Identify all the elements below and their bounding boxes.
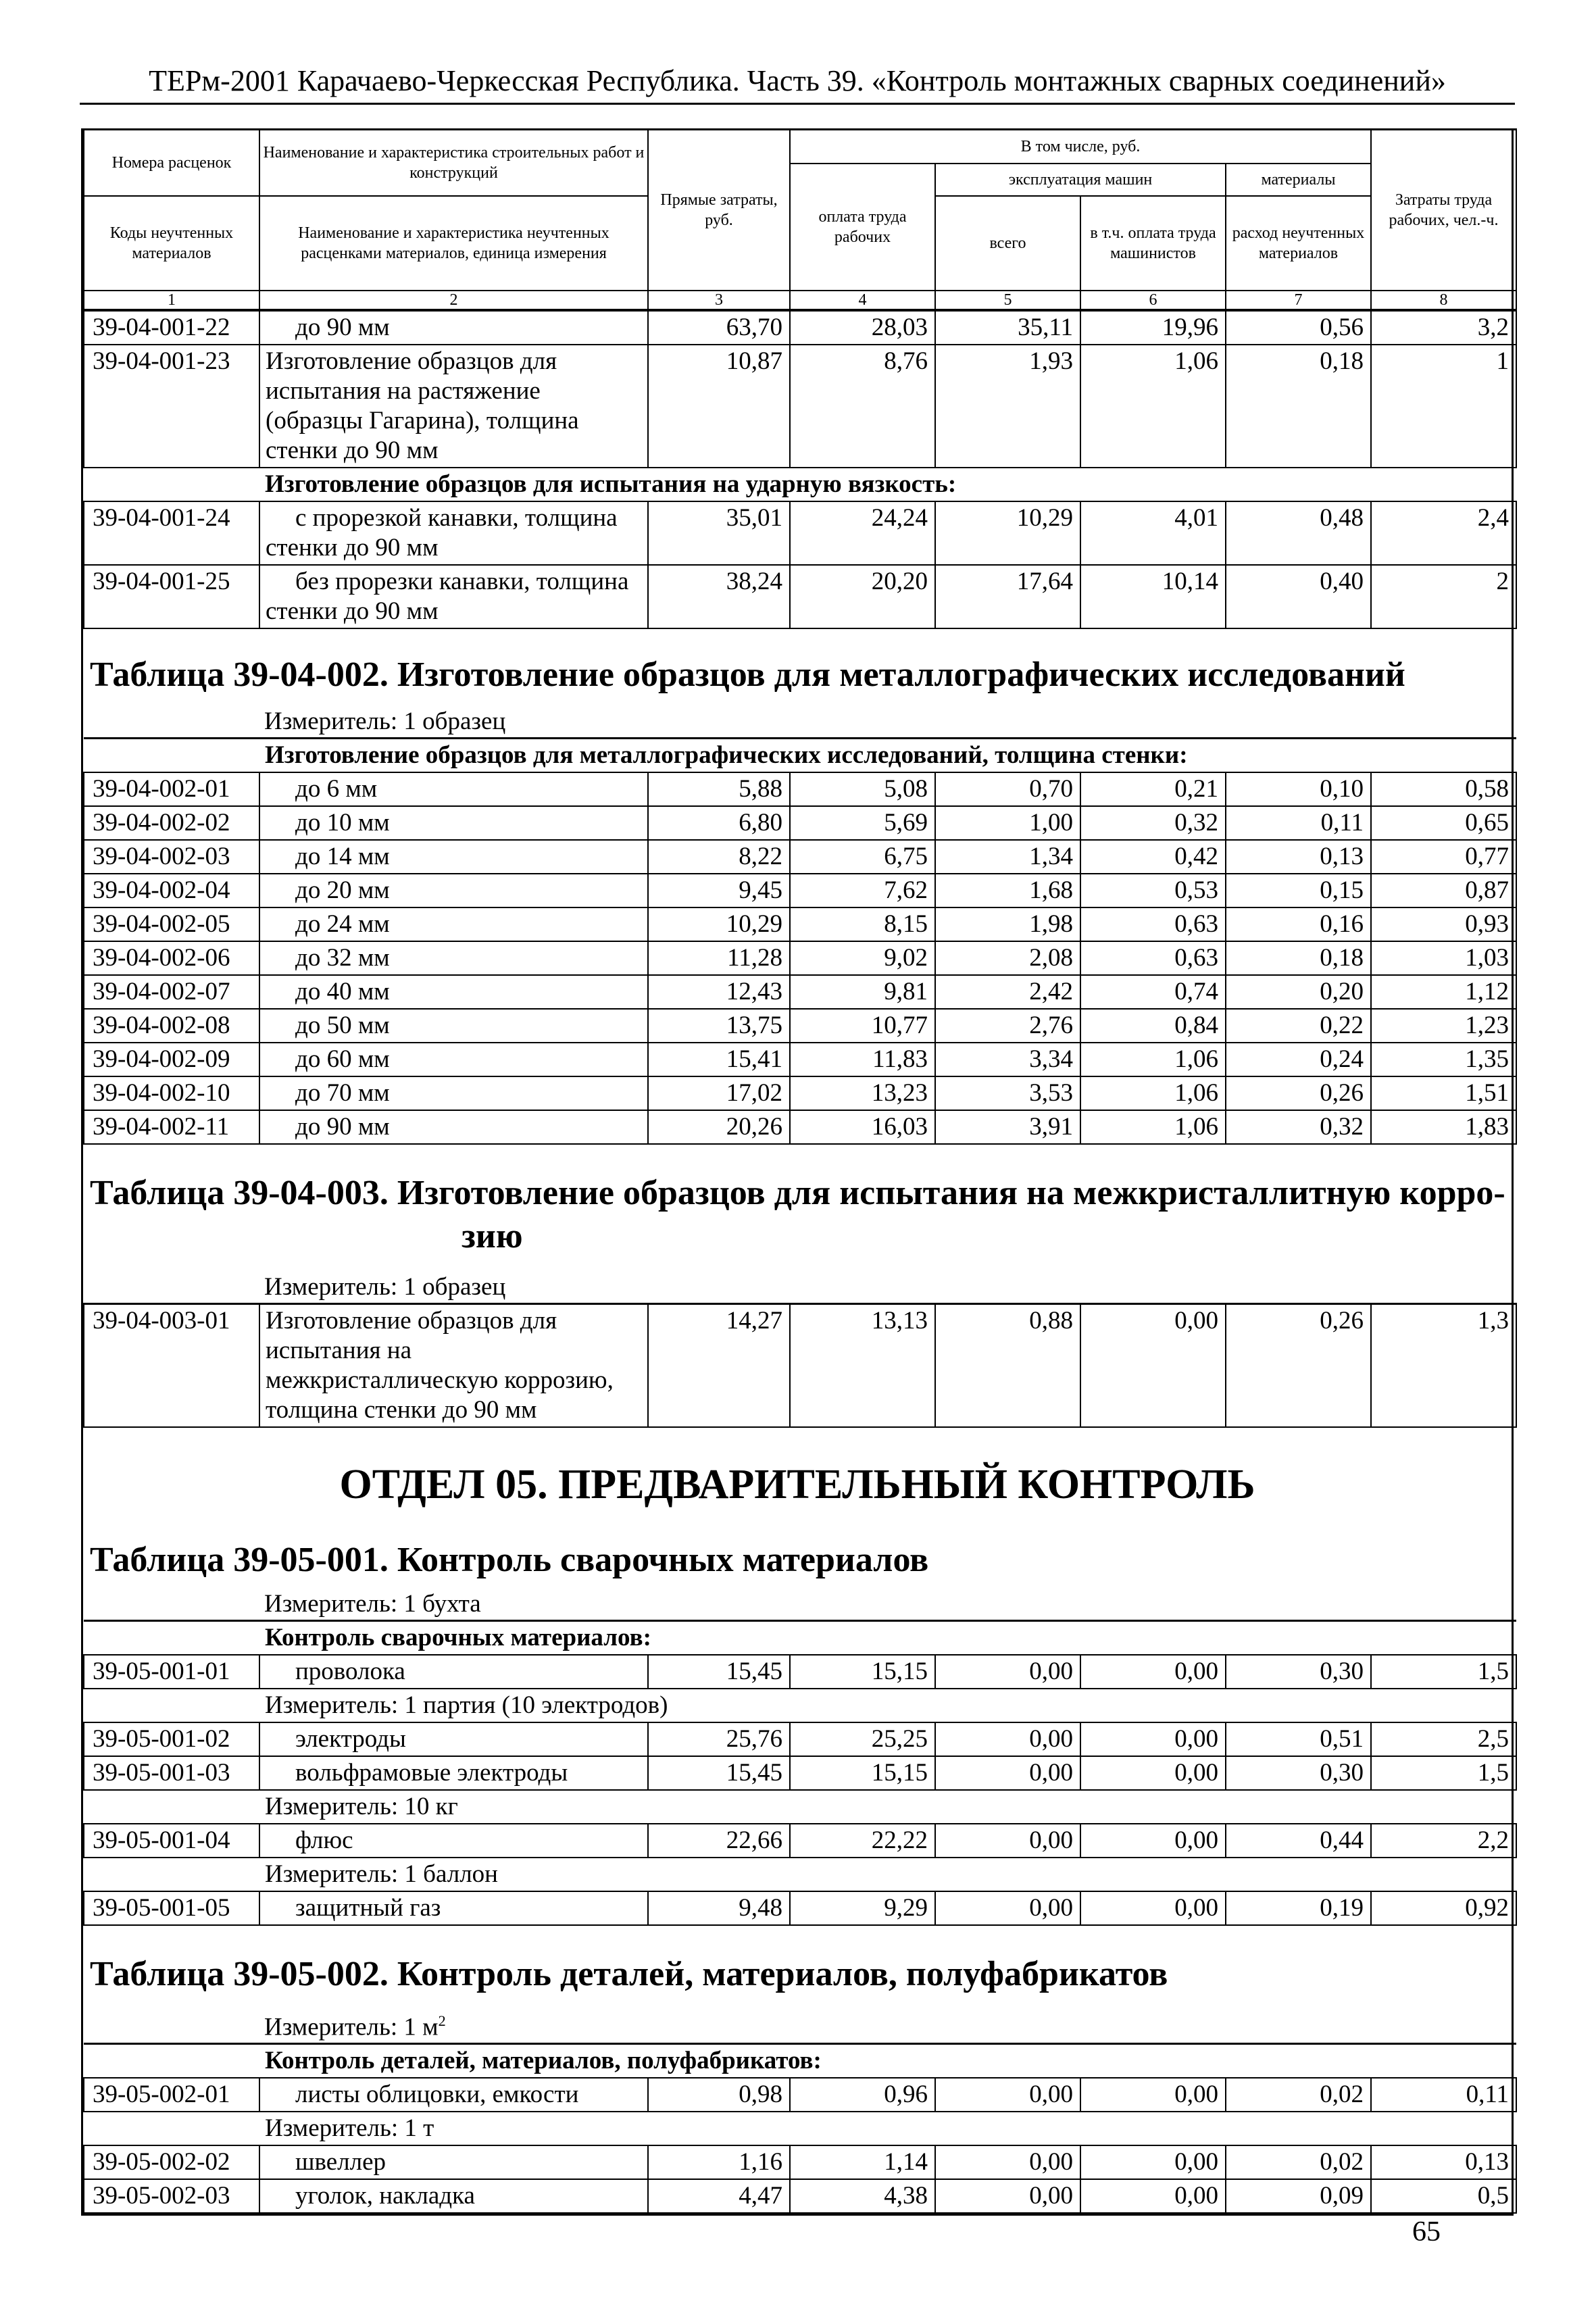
rate-name: [259, 565, 648, 628]
rate-name-text: без прорезки канавки, толщина стенки до 90 мм: [266, 567, 629, 625]
rate-name: уголок, накладка: [259, 2179, 648, 2213]
rate-code: 39-04-002-03: [84, 840, 259, 874]
materials: 0,13: [1226, 840, 1371, 874]
rate-code: 39-04-003-01: [84, 1303, 259, 1427]
rate-code: 39-05-002-02: [84, 2145, 259, 2179]
machines-total: 0,00: [935, 2145, 1080, 2179]
table-row: [84, 1009, 1516, 1043]
machines-total: 1,98: [935, 907, 1080, 941]
machinist-wages: 1,06: [1080, 1110, 1226, 1144]
rate-name: до 24 мм: [259, 907, 648, 941]
column-number: 5: [935, 291, 1080, 309]
rate-name: проволока: [259, 1655, 648, 1689]
worker-wages: 6,75: [790, 840, 935, 874]
header-material-consumption: расход неучтенных материалов: [1226, 196, 1371, 291]
measure-unit: Измеритель: 1 баллон: [259, 1858, 1516, 1891]
rate-code: 39-04-002-10: [84, 1076, 259, 1110]
worker-wages: 25,25: [790, 1722, 935, 1756]
machines-total: 1,00: [935, 806, 1080, 840]
table-row: [84, 840, 1516, 874]
rate-name: до 10 мм: [259, 806, 648, 840]
machinist-wages: 4,01: [1080, 501, 1226, 565]
materials: 0,48: [1226, 501, 1371, 565]
table-row: [84, 2179, 1516, 2213]
table-row: [84, 874, 1516, 907]
worker-wages: 11,83: [790, 1043, 935, 1076]
measure-text: Измеритель: 1 образец: [264, 707, 506, 735]
rate-code: 39-04-001-22: [84, 311, 259, 345]
materials: 0,15: [1226, 874, 1371, 907]
machines-total: 3,53: [935, 1076, 1080, 1110]
worker-wages: 0,96: [790, 2078, 935, 2112]
worker-wages: 16,03: [790, 1110, 935, 1144]
header-rate-numbers: Номера расценок: [84, 130, 259, 196]
table-row: [84, 2145, 1516, 2179]
machines-total: 1,93: [935, 345, 1080, 468]
materials: 0,40: [1226, 565, 1371, 628]
machines-total: 0,00: [935, 2078, 1080, 2112]
labor-hours: 0,58: [1371, 772, 1516, 806]
rate-code: 39-04-002-02: [84, 806, 259, 840]
materials: 0,19: [1226, 1891, 1371, 1925]
materials: 0,16: [1226, 907, 1371, 941]
direct-costs: 10,87: [648, 345, 790, 468]
rate-name: до 40 мм: [259, 975, 648, 1009]
measure-superscript: 2: [438, 2012, 446, 2029]
worker-wages: 9,02: [790, 941, 935, 975]
rate-code: 39-05-001-03: [84, 1756, 259, 1790]
subheading-row: [84, 738, 1516, 772]
labor-hours: 1,35: [1371, 1043, 1516, 1076]
machines-total: 0,88: [935, 1303, 1080, 1427]
machinist-wages: 0,84: [1080, 1009, 1226, 1043]
machines-total: 17,64: [935, 565, 1080, 628]
rate-code: 39-04-001-23: [84, 345, 259, 468]
table-39-04-001-continuation: [83, 310, 1517, 629]
rate-code: 39-05-002-01: [84, 2078, 259, 2112]
machinist-wages: 1,06: [1080, 1076, 1226, 1110]
worker-wages: 4,38: [790, 2179, 935, 2213]
worker-wages: 22,22: [790, 1824, 935, 1858]
worker-wages: 13,23: [790, 1076, 935, 1110]
table-row: [84, 1891, 1516, 1925]
measure-unit: [83, 2006, 1512, 2043]
labor-hours: 1,23: [1371, 1009, 1516, 1043]
rate-name: швеллер: [259, 2145, 648, 2179]
machinist-wages: 0,00: [1080, 2078, 1226, 2112]
table-row: [84, 311, 1516, 345]
materials: 0,32: [1226, 1110, 1371, 1144]
direct-costs: 6,80: [648, 806, 790, 840]
machines-total: 0,00: [935, 1722, 1080, 1756]
machines-total: 35,11: [935, 311, 1080, 345]
rate-code: 39-04-002-07: [84, 975, 259, 1009]
worker-wages: 10,77: [790, 1009, 935, 1043]
machines-total: 3,34: [935, 1043, 1080, 1076]
machinist-wages: 0,00: [1080, 1655, 1226, 1689]
labor-hours: 1,83: [1371, 1110, 1516, 1144]
rate-name: флюс: [259, 1824, 648, 1858]
table-39-04-003: [83, 1303, 1517, 1428]
materials: 0,18: [1226, 345, 1371, 468]
table-row: [84, 1756, 1516, 1790]
table-title-39-04-003-continuation: зию: [462, 1216, 523, 1255]
column-number: 1: [84, 291, 259, 309]
table-row: [84, 501, 1516, 565]
machines-total: 0,70: [935, 772, 1080, 806]
direct-costs: 13,75: [648, 1009, 790, 1043]
table-row: [84, 1722, 1516, 1756]
direct-costs: 15,45: [648, 1655, 790, 1689]
measure-unit: [83, 706, 1512, 737]
worker-wages: 9,81: [790, 975, 935, 1009]
labor-hours: 2: [1371, 565, 1516, 628]
header-machines-total: всего: [935, 196, 1080, 291]
machines-total: 1,34: [935, 840, 1080, 874]
table-row: [84, 1043, 1516, 1076]
labor-hours: 1,12: [1371, 975, 1516, 1009]
rate-name: [259, 501, 648, 565]
direct-costs: 25,76: [648, 1722, 790, 1756]
labor-hours: 1,51: [1371, 1076, 1516, 1110]
materials: 0,26: [1226, 1076, 1371, 1110]
direct-costs: 15,45: [648, 1756, 790, 1790]
machinist-wages: 0,00: [1080, 2145, 1226, 2179]
machinist-wages: 0,00: [1080, 1722, 1226, 1756]
section-title: ОТДЕЛ 05. ПРЕДВАРИТЕЛЬНЫЙ КОНТРОЛЬ: [339, 1461, 1255, 1508]
rate-code: 39-04-002-08: [84, 1009, 259, 1043]
materials: 0,24: [1226, 1043, 1371, 1076]
direct-costs: 20,26: [648, 1110, 790, 1144]
column-number: 8: [1371, 291, 1516, 309]
worker-wages: 5,08: [790, 772, 935, 806]
labor-hours: 1,5: [1371, 1756, 1516, 1790]
direct-costs: 17,02: [648, 1076, 790, 1110]
labor-hours: 1,3: [1371, 1303, 1516, 1427]
labor-hours: 0,13: [1371, 2145, 1516, 2179]
worker-wages: 5,69: [790, 806, 935, 840]
machines-total: 2,42: [935, 975, 1080, 1009]
machines-total: 2,08: [935, 941, 1080, 975]
rate-name-text: с прорезкой канавки, толщина стенки до 90 мм: [266, 503, 618, 562]
column-number: 2: [259, 291, 648, 309]
header-machinist-wages: в т.ч. оплата труда машинистов: [1080, 196, 1226, 291]
page-header: ТЕРм-2001 Карачаево-Черкесская Республика. Часть 39. «Контроль монтажных сварных соединений»: [149, 64, 1446, 97]
table-row: [84, 975, 1516, 1009]
header-labor-hours: Затраты труда рабочих, чел.-ч.: [1371, 130, 1516, 291]
labor-hours: 2,2: [1371, 1824, 1516, 1858]
direct-costs: 35,01: [648, 501, 790, 565]
rate-name: до 20 мм: [259, 874, 648, 907]
rate-name: до 14 мм: [259, 840, 648, 874]
table-39-04-002: [83, 737, 1517, 1145]
measure-row: [84, 2112, 1516, 2145]
rate-name: до 60 мм: [259, 1043, 648, 1076]
materials: 0,26: [1226, 1303, 1371, 1427]
direct-costs: 5,88: [648, 772, 790, 806]
worker-wages: 15,15: [790, 1756, 935, 1790]
measure-text: Измеритель: 1 м: [264, 2012, 439, 2041]
machines-total: 0,00: [935, 1756, 1080, 1790]
materials: 0,22: [1226, 1009, 1371, 1043]
materials: 0,44: [1226, 1824, 1371, 1858]
labor-hours: 1: [1371, 345, 1516, 468]
table-title-39-04-002: Таблица 39-04-002. Изготовление образцов для металлографических исследований: [90, 655, 1405, 694]
labor-hours: 3,2: [1371, 311, 1516, 345]
table-row: [84, 1824, 1516, 1858]
rate-code: 39-04-001-24: [84, 501, 259, 565]
worker-wages: 13,13: [790, 1303, 935, 1427]
machinist-wages: 10,14: [1080, 565, 1226, 628]
table-row: [84, 1655, 1516, 1689]
machines-total: 0,00: [935, 1824, 1080, 1858]
materials: 0,11: [1226, 806, 1371, 840]
direct-costs: 10,29: [648, 907, 790, 941]
header-materials-group: материалы: [1226, 164, 1371, 196]
labor-hours: 0,5: [1371, 2179, 1516, 2213]
table-title-39-04-003: Таблица 39-04-003. Изготовление образцов для испытания на межкристаллитную корро-: [90, 1173, 1505, 1212]
direct-costs: 4,47: [648, 2179, 790, 2213]
machinist-wages: 0,00: [1080, 1824, 1226, 1858]
header-including-group: В том числе, руб.: [790, 130, 1371, 164]
header-material-names: Наименование и характеристика неучтенных расценками материалов, единица измерения: [259, 196, 648, 291]
direct-costs: 9,48: [648, 1891, 790, 1925]
rate-name: до 32 мм: [259, 941, 648, 975]
direct-costs: 8,22: [648, 840, 790, 874]
rate-code: 39-04-002-04: [84, 874, 259, 907]
materials: 0,30: [1226, 1756, 1371, 1790]
materials: 0,30: [1226, 1655, 1371, 1689]
labor-hours: 0,77: [1371, 840, 1516, 874]
machines-total: 10,29: [935, 501, 1080, 565]
labor-hours: 2,5: [1371, 1722, 1516, 1756]
direct-costs: 63,70: [648, 311, 790, 345]
labor-hours: 1,5: [1371, 1655, 1516, 1689]
materials: 0,20: [1226, 975, 1371, 1009]
header-rule: [80, 103, 1515, 105]
machinist-wages: 0,63: [1080, 941, 1226, 975]
measure-row: [84, 1858, 1516, 1891]
direct-costs: 12,43: [648, 975, 790, 1009]
rate-code: 39-04-002-11: [84, 1110, 259, 1144]
subheading: Изготовление образцов для металлографических исследований, толщина стенки:: [259, 738, 1516, 772]
measure-row: [84, 1790, 1516, 1824]
rate-code: 39-04-002-01: [84, 772, 259, 806]
rate-name: до 90 мм: [259, 1110, 648, 1144]
materials: 0,10: [1226, 772, 1371, 806]
materials: 0,09: [1226, 2179, 1371, 2213]
subheading-row: [84, 468, 1516, 501]
rate-name: защитный газ: [259, 1891, 648, 1925]
direct-costs: 9,45: [648, 874, 790, 907]
machines-total: 1,68: [935, 874, 1080, 907]
column-number: 4: [790, 291, 935, 309]
machinist-wages: 0,00: [1080, 1303, 1226, 1427]
direct-costs: 15,41: [648, 1043, 790, 1076]
labor-hours: 0,87: [1371, 874, 1516, 907]
table-row: [84, 2078, 1516, 2112]
table-title-39-05-002: Таблица 39-05-002. Контроль деталей, материалов, полуфабрикатов: [90, 1954, 1168, 1993]
machinist-wages: 1,06: [1080, 1043, 1226, 1076]
direct-costs: 11,28: [648, 941, 790, 975]
table-row: [84, 1076, 1516, 1110]
header-work-name: Наименование и характеристика строительных работ и конструкций: [259, 130, 648, 196]
machines-total: 3,91: [935, 1110, 1080, 1144]
machinist-wages: 0,00: [1080, 2179, 1226, 2213]
worker-wages: 15,15: [790, 1655, 935, 1689]
header-material-codes: Коды неучтенных материалов: [84, 196, 259, 291]
page-number: 65: [1412, 2216, 1441, 2247]
subheading: Контроль сварочных материалов:: [259, 1620, 1516, 1655]
measure-unit: Измеритель: 1 образец: [264, 1272, 506, 1301]
machinist-wages: 0,53: [1080, 874, 1226, 907]
direct-costs: 38,24: [648, 565, 790, 628]
materials: 0,02: [1226, 2078, 1371, 2112]
worker-wages: 7,62: [790, 874, 935, 907]
table-39-05-002: [83, 2043, 1517, 2214]
machinist-wages: 19,96: [1080, 311, 1226, 345]
direct-costs: 22,66: [648, 1824, 790, 1858]
measure-unit: Измеритель: 1 партия (10 электродов): [259, 1689, 1516, 1722]
rate-name: Изготовление образцов для испытания на растяжение (образцы Гагарина), толщина стенки до 90 мм: [259, 345, 648, 468]
rate-name: Изготовление образцов для испытания на межкристаллическую коррозию, толщина стенки до 90 мм: [259, 1303, 648, 1427]
table-row: [84, 772, 1516, 806]
table-row: [84, 941, 1516, 975]
machines-total: 0,00: [935, 1891, 1080, 1925]
labor-hours: 0,65: [1371, 806, 1516, 840]
rates-document: [81, 128, 1514, 2216]
table-row: [84, 1303, 1516, 1427]
table-39-04-002-body: [84, 772, 1516, 1144]
measure-unit: Измеритель: 1 бухта: [264, 1589, 481, 1618]
machinist-wages: 0,74: [1080, 975, 1226, 1009]
direct-costs: 0,98: [648, 2078, 790, 2112]
table-39-05-001: [83, 1620, 1517, 1926]
worker-wages: 24,24: [790, 501, 935, 565]
table-row: [84, 907, 1516, 941]
table-row: [84, 565, 1516, 628]
labor-hours: 2,4: [1371, 501, 1516, 565]
materials: 0,56: [1226, 311, 1371, 345]
subheading-row: [84, 2043, 1516, 2078]
materials: 0,02: [1226, 2145, 1371, 2179]
rate-name: электроды: [259, 1722, 648, 1756]
column-number: 3: [648, 291, 790, 309]
table-title-39-05-001: Таблица 39-05-001. Контроль сварочных материалов: [90, 1540, 929, 1579]
worker-wages: 28,03: [790, 311, 935, 345]
machinist-wages: 0,42: [1080, 840, 1226, 874]
machinist-wages: 0,63: [1080, 907, 1226, 941]
subheading-row: [84, 1620, 1516, 1655]
rate-code: 39-05-001-05: [84, 1891, 259, 1925]
table-row: [84, 806, 1516, 840]
rate-name: до 50 мм: [259, 1009, 648, 1043]
worker-wages: 8,76: [790, 345, 935, 468]
rate-code: 39-04-002-06: [84, 941, 259, 975]
table-row: [84, 1110, 1516, 1144]
header-direct-costs: Прямые затраты, руб.: [648, 130, 790, 291]
header-worker-wages: оплата труда рабочих: [790, 164, 935, 291]
worker-wages: 8,15: [790, 907, 935, 941]
machines-total: 0,00: [935, 2179, 1080, 2213]
rate-code: 39-04-001-25: [84, 565, 259, 628]
column-number: 6: [1080, 291, 1226, 309]
measure-unit: Измеритель: 10 кг: [259, 1790, 1516, 1824]
labor-hours: 0,92: [1371, 1891, 1516, 1925]
machinist-wages: 0,21: [1080, 772, 1226, 806]
labor-hours: 0,93: [1371, 907, 1516, 941]
subheading: Контроль деталей, материалов, полуфабрикатов:: [259, 2043, 1516, 2078]
machinist-wages: 0,00: [1080, 1756, 1226, 1790]
direct-costs: 14,27: [648, 1303, 790, 1427]
rate-name: до 70 мм: [259, 1076, 648, 1110]
rate-name: до 6 мм: [259, 772, 648, 806]
machinist-wages: 0,00: [1080, 1891, 1226, 1925]
machinist-wages: 1,06: [1080, 345, 1226, 468]
machines-total: 0,00: [935, 1655, 1080, 1689]
worker-wages: 20,20: [790, 565, 935, 628]
column-number: 7: [1226, 291, 1371, 309]
rate-code: 39-04-002-09: [84, 1043, 259, 1076]
machinist-wages: 0,32: [1080, 806, 1226, 840]
subheading: Изготовление образцов для испытания на ударную вязкость:: [259, 468, 1516, 501]
labor-hours: 0,11: [1371, 2078, 1516, 2112]
rate-code: 39-05-002-03: [84, 2179, 259, 2213]
rate-code: 39-05-001-02: [84, 1722, 259, 1756]
rate-code: 39-05-001-01: [84, 1655, 259, 1689]
machines-total: 2,76: [935, 1009, 1080, 1043]
rate-code: 39-05-001-04: [84, 1824, 259, 1858]
labor-hours: 1,03: [1371, 941, 1516, 975]
materials: 0,18: [1226, 941, 1371, 975]
rate-name: вольфрамовые электроды: [259, 1756, 648, 1790]
measure-row: [84, 1689, 1516, 1722]
worker-wages: 1,14: [790, 2145, 935, 2179]
columns-header-table: [83, 128, 1517, 310]
direct-costs: 1,16: [648, 2145, 790, 2179]
rate-code: 39-04-002-05: [84, 907, 259, 941]
rate-name: листы облицовки, емкости: [259, 2078, 648, 2112]
rate-name: до 90 мм: [259, 311, 648, 345]
worker-wages: 9,29: [790, 1891, 935, 1925]
header-machines-group: эксплуатация машин: [935, 164, 1226, 196]
table-row: [84, 345, 1516, 468]
materials: 0,51: [1226, 1722, 1371, 1756]
measure-unit: Измеритель: 1 т: [259, 2112, 1516, 2145]
